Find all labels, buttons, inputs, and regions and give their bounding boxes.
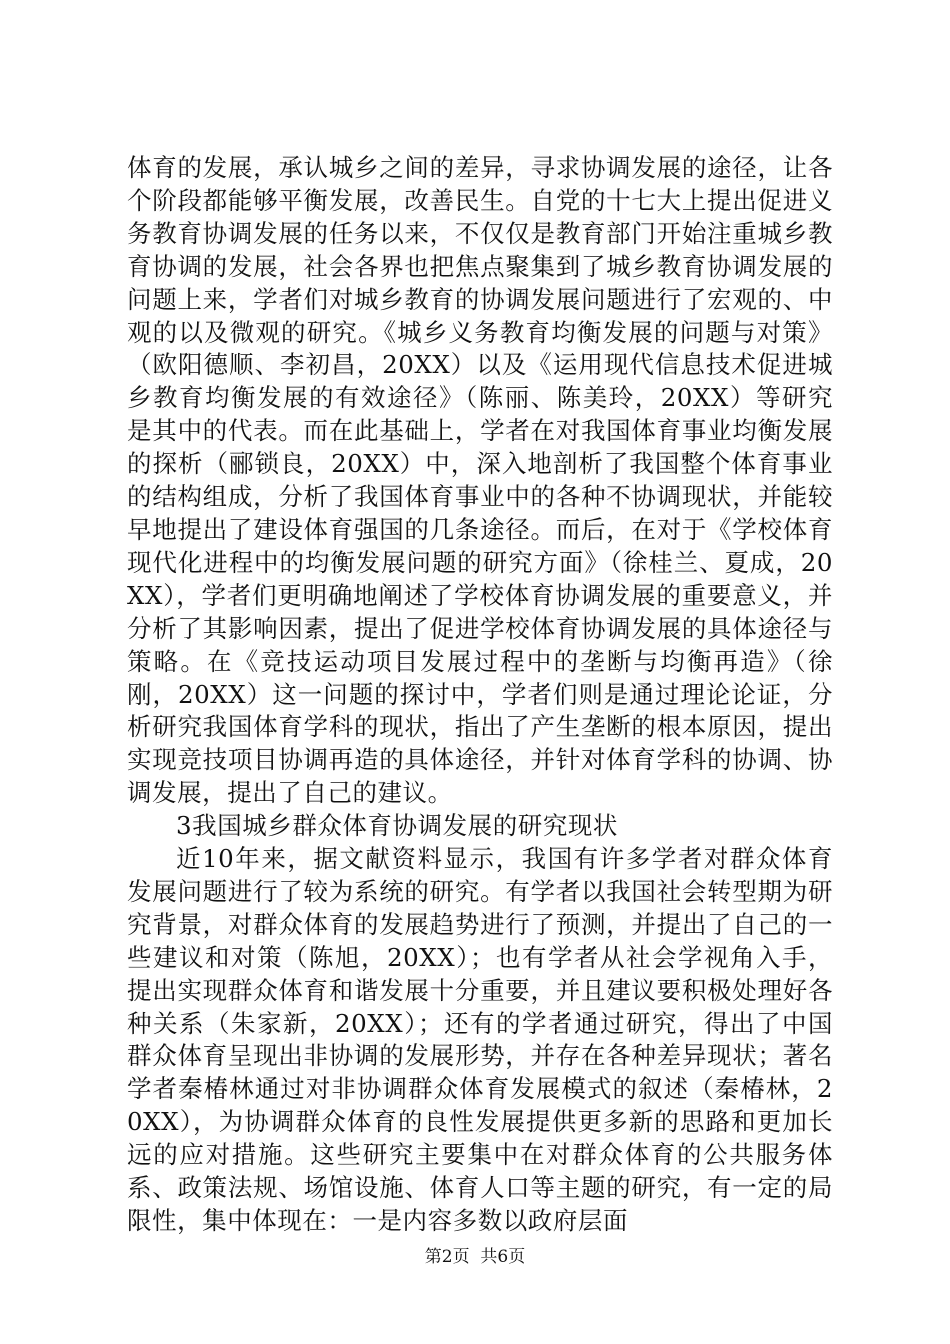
page-footer (0, 1246, 950, 1268)
body-paragraph-1: 体育的发展，承认城乡之间的差异，寻求协调发展的途径，让各个阶段都能够平衡发展，改善民生。自党的十七大上提出促进义务教育协调发展的任务以来，不仅仅是教育部门开始注重城乡教育协调的发展，社会各界也把焦点聚集到了城乡教育协调发展的问题上来，学者们对城乡教育的协调发展问题进行了宏观的、中观的以及微观的研究。《城乡义务教育均衡发展的问题与对策》（欧阳德顺、李初昌，20XX）以及《运用现代信息技术促进城乡教育均衡发展的有效途径》（陈丽、陈美玲，20XX）等研究是其中的代表。而在此基础上，学者在对我国体育事业均衡发展的探析（郦锁良，20XX）中，深入地剖析了我国整个体育事业的结构组成，分析了我国体育事业中的各种不协调现状，并能较早地提出了建设体育强国的几条途径。而后，在对于《学校体育现代化进程中的均衡发展问题的研究方面》（徐桂兰、夏成，20XX），学者们更明确地阐述了学校体育协调发展的重要意义，并分析了其影响因素，提出了促进学校体育协调发展的具体途径与策略。在《竞技运动项目发展过程中的垄断与均衡再造》（徐刚，20XX）这一问题的探讨中，学者们则是通过理论论证，分析研究我国体育学科的现状，指出了产生垄断的根本原因，提出实现竞技项目协调再造的具体途径，并针对体育学科的协调、协调发展，提出了自己的建议。 (127, 153, 833, 808)
page-number-label: 第2页 共6页 (424, 1247, 526, 1267)
section-heading: 3我国城乡群众体育协调发展的研究现状 (176, 811, 618, 841)
body-paragraph-2: 近10年来，据文献资料显示，我国有许多学者对群众体育发展问题进行了较为系统的研究。有学者以我国社会转型期为研究背景，对群众体育的发展趋势进行了预测，并提出了自己的一些建议和对策（陈旭，20XX）；也有学者从社会学视角入手，提出实现群众体育和谐发展十分重要，并且建议要积极处理好各种关系（朱家新，20XX）；还有的学者通过研究，得出了中国群众体育呈现出非协调的发展形势，并存在各种差异现状；著名学者秦椿林通过对非协调群众体育发展模式的叙述（秦椿林，20XX），为协调群众体育的良性发展提供更多新的思路和更加长远的应对措施。这些研究主要集中在对群众体育的公共服务体系、政策法规、场馆设施、体育人口等主题的研究，有一定的局限性，集中体现在：一是内容多数以政府层面 (127, 844, 833, 1235)
document-body (127, 152, 833, 1238)
